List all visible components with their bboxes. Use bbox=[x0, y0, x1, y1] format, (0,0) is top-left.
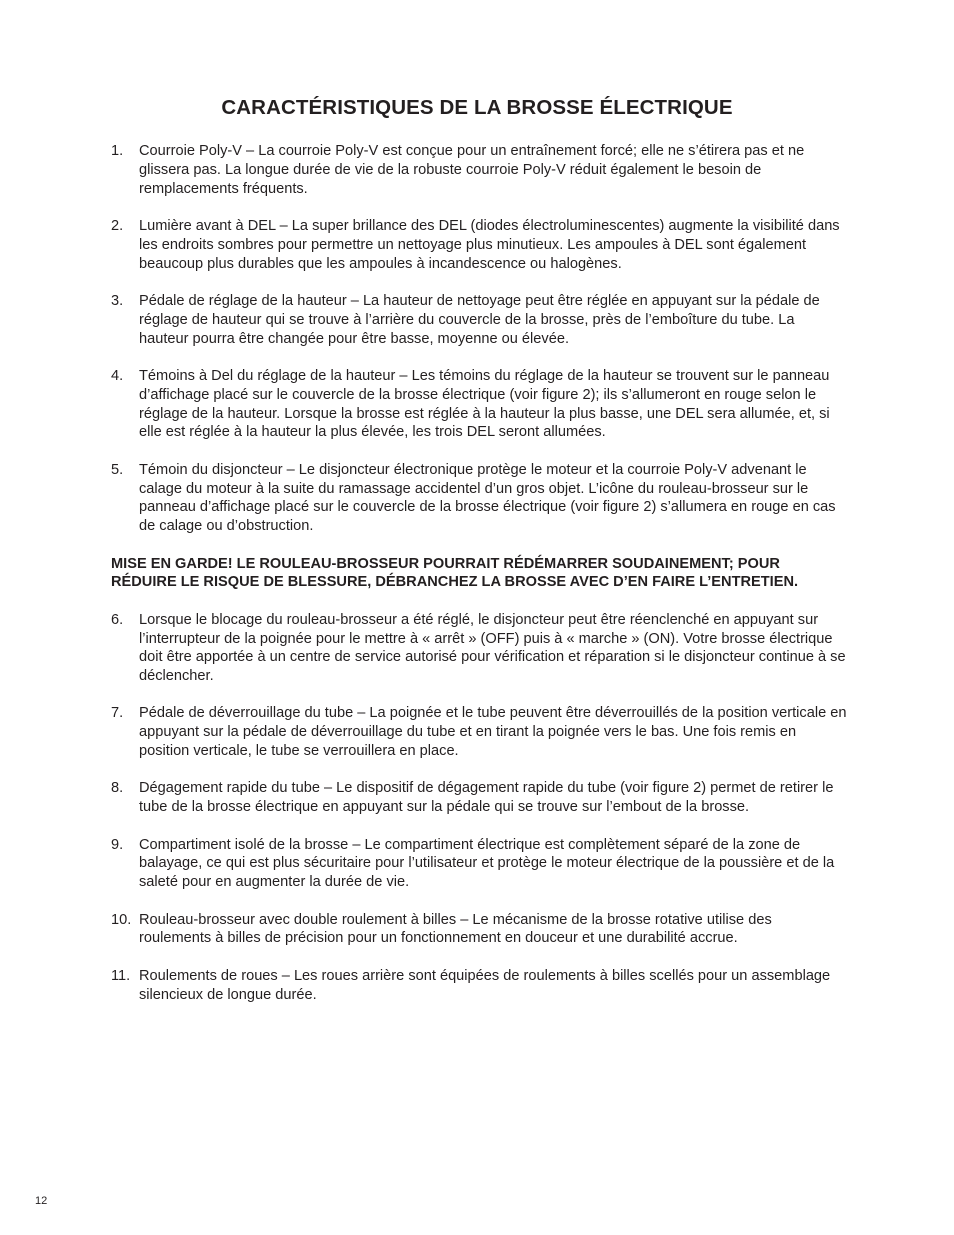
list-item bbox=[111, 292, 847, 348]
feature-list bbox=[111, 142, 847, 1004]
list-item bbox=[111, 611, 847, 686]
item-number: 4. bbox=[111, 367, 124, 384]
page-title: CARACTÉRISTIQUES DE LA BROSSE ÉLECTRIQUE bbox=[221, 96, 733, 119]
page-number: 12 bbox=[35, 1195, 48, 1207]
list-item bbox=[111, 367, 847, 442]
item-text: Dégagement rapide du tube – Le dispositif de dégagement rapide du tube (voir figure 2) permet de retirer le tube de la brosse électrique en appuyant sur la pédale qui se trouve sur l’embout de la brosse. bbox=[139, 780, 834, 816]
list-item bbox=[111, 911, 847, 949]
list-item bbox=[111, 967, 847, 1005]
item-text: Compartiment isolé de la brosse – Le compartiment électrique est complètement séparé de la zone de balayage, ce qui est plus sécuritaire pour l’utilisateur et protège le moteur électrique de la poussière et de la saleté pour en augmenter la durée de vie. bbox=[139, 836, 835, 891]
item-number: 6. bbox=[111, 611, 124, 628]
item-text: Lumière avant à DEL – La super brillance des DEL (diodes électroluminescentes) augmente la visibilité dans les endroits sombres pour permettre un nettoyage plus minutieux. Les ampoules à DEL sont également beaucoup plus durables que les ampoules à incandescence ou halogènes. bbox=[139, 217, 840, 272]
item-text: Pédale de déverrouillage du tube – La poignée et le tube peuvent être déverrouillés de la position verticale en appuyant sur la pédale de déverrouillage du tube et en tirant la poignée vers le bas. Une fois remis en position verticale, le tube se verrouillera en place. bbox=[139, 705, 847, 760]
list-item bbox=[111, 217, 847, 273]
list-item bbox=[111, 461, 847, 536]
list-item bbox=[111, 704, 847, 760]
item-text: Pédale de réglage de la hauteur – La hauteur de nettoyage peut être réglée en appuyant sur la pédale de réglage de hauteur qui se trouve à l’arrière du couvercle de la brosse, près de l’emboîture du tube. La hauteur pourra être changée pour être basse, moyenne ou élevée. bbox=[139, 292, 820, 347]
item-number: 3. bbox=[111, 292, 124, 309]
item-number: 7. bbox=[111, 705, 124, 722]
item-number: 11. bbox=[111, 967, 131, 984]
item-text: Roulements de roues – Les roues arrière sont équipées de roulements à billes scellés pour un assemblage silencieux de longue durée. bbox=[139, 967, 831, 1003]
list-item bbox=[111, 779, 847, 817]
list-item bbox=[111, 142, 847, 198]
item-number: 10. bbox=[111, 911, 132, 928]
list-item bbox=[111, 836, 847, 892]
item-number: 1. bbox=[111, 143, 124, 159]
item-text: Lorsque le blocage du rouleau-brosseur a été réglé, le disjoncteur peut être réenclenché en appuyant sur l’interrupteur de la poignée pour le mettre à « arrêt » (OFF) puis à « marche » (ON). Votre brosse électrique doit être apportée à un centre de service autorisé pour vérification et réparation si le disjoncteur continue à se déclencher. bbox=[139, 611, 846, 685]
item-text: Témoins à Del du réglage de la hauteur – Les témoins du réglage de la hauteur se trouvent sur le panneau d’affichage placé sur le couvercle de la brosse électrique (voir figure 2); ils s’allumeront en rouge selon le réglage de la hauteur. Lorsque la brosse est réglée à la hauteur la plus basse, une DEL sera allumée, et, si elle est réglée à la hauteur la plus élevée, les trois DEL seront allumées. bbox=[139, 367, 830, 441]
item-number: 8. bbox=[111, 780, 124, 797]
item-text: Rouleau-brosseur avec double roulement à billes – Le mécanisme de la brosse rotative utilise des roulements à billes de précision pour un fonctionnement en douceur et une durabilité accrue. bbox=[139, 911, 772, 947]
warning-notice: MISE EN GARDE! LE ROULEAU-BROSSEUR POURRAIT RÉDÉMARRER SOUDAINEMENT; POUR RÉDUIRE LE RISQUE DE BLESSURE, DÉBRANCHEZ LA BROSSE AVEC D’EN FAIRE L’ENTRETIEN. bbox=[111, 555, 799, 591]
item-number: 2. bbox=[111, 217, 124, 234]
item-number: 9. bbox=[111, 836, 124, 853]
item-text: Courroie Poly-V – La courroie Poly-V est conçue pour un entraînement forcé; elle ne s’étirera pas et ne glissera pas. La longue durée de vie de la robuste courroie Poly-V réduit également le besoin de remplacements fréquents. bbox=[139, 143, 805, 197]
item-text: Témoin du disjoncteur – Le disjoncteur électronique protège le moteur et la courroie Poly-V advenant le calage du moteur à la suite du ramassage accidentel d’un gros objet. L’icône du rouleau-brosseur sur le panneau d’affichage placé sur le couvercle de la brosse électrique (voir figure 2) s’allumera en rouge en cas de calage ou d’obstruction. bbox=[139, 461, 836, 535]
item-number: 5. bbox=[111, 461, 124, 478]
